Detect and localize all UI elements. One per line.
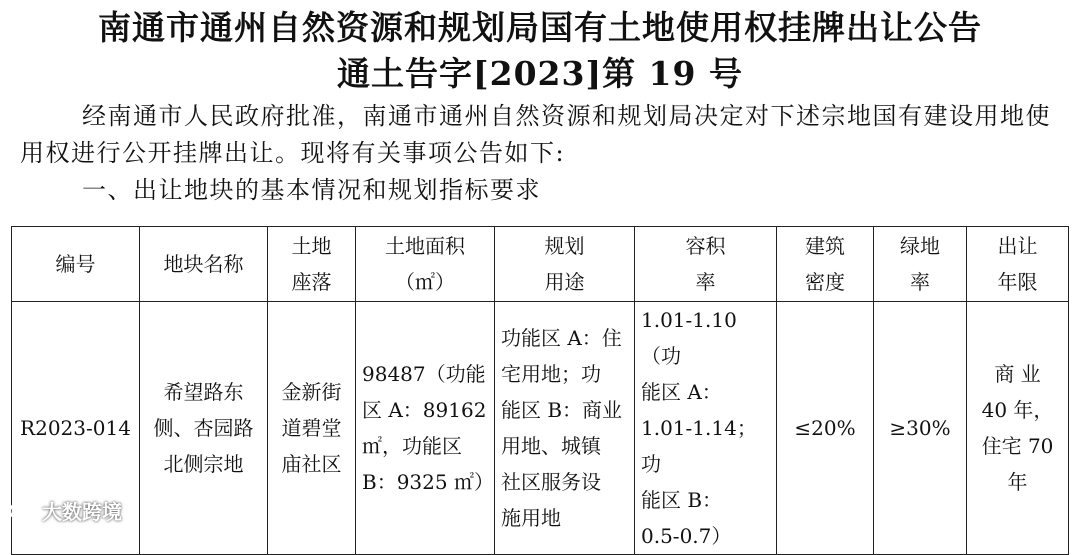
cell-term: 商 业 40 年， 住宅 70 年 [967, 302, 1069, 555]
header-cell-area: 土地面积 （㎡） [356, 227, 495, 302]
cell-building-density: ≤20% [777, 302, 874, 555]
header-cell-planned-use: 规划 用途 [495, 227, 635, 302]
cloud-logo-icon [8, 499, 38, 521]
header-cell-number: 编号 [12, 227, 140, 302]
cell-parcel-number: R2023-014 [12, 302, 140, 555]
header-cell-parcel-name: 地块名称 [140, 227, 268, 302]
header-cell-green-ratio: 绿地 率 [874, 227, 967, 302]
cell-parcel-name: 希望路东 侧、杏园路 北侧宗地 [140, 302, 268, 555]
header-cell-building-density: 建筑 密度 [777, 227, 874, 302]
section-heading-1: 一、出让地块的基本情况和规划指标要求 [82, 176, 541, 204]
cell-area: 98487（功能 区 A：89162 ㎡，功能区 B：9325 ㎡） [356, 302, 495, 555]
notice-title: 南通市通州自然资源和规划局国有土地使用权挂牌出让公告 [98, 8, 982, 47]
header-cell-location: 土地 座落 [268, 227, 356, 302]
header-cell-plot-ratio: 容积 率 [635, 227, 777, 302]
table-header-row [12, 227, 1069, 302]
cell-green-ratio: ≥30% [874, 302, 967, 555]
table-row [12, 302, 1069, 555]
watermark-text: 大数跨境 [42, 499, 122, 524]
cell-plot-ratio: 1.01-1.10（功 能区 A： 1.01-1.14；功 能区 B： 0.5-0.7） [635, 302, 777, 555]
notice-number: 通土告字[2023]第 19 号 [337, 54, 743, 93]
header-cell-term: 出让 年限 [967, 227, 1069, 302]
intro-paragraph-line-1: 经南通市人民政府批准，南通市通州自然资源和规划局决定对下述宗地国有建设用地使 [82, 102, 1051, 130]
cell-location: 金新街 道碧堂 庙社区 [268, 302, 356, 555]
cell-planned-use: 功能区 A：住 宅用地；功 能区 B：商业 用地、城镇 社区服务设 施用地 [495, 302, 635, 555]
watermark [8, 496, 122, 524]
intro-paragraph-line-2: 用权进行公开挂牌出让。现将有关事项公告如下: [20, 139, 566, 167]
land-parcel-table [11, 226, 1069, 555]
